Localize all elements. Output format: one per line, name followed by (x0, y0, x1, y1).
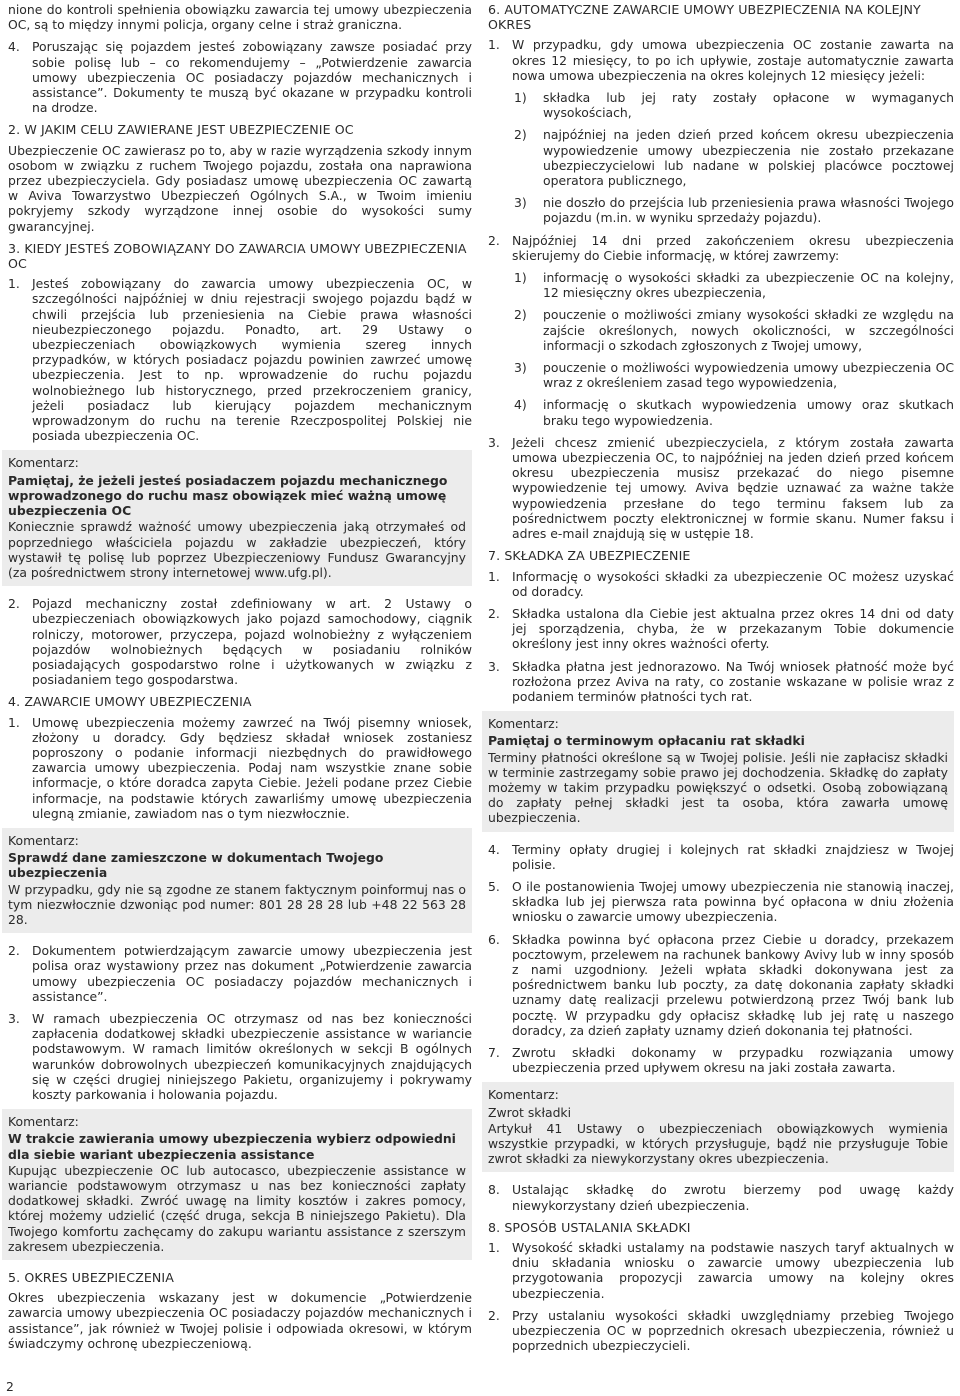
comment-title: Komentarz: (488, 1087, 559, 1103)
list-item (8, 715, 472, 821)
item-number: 2. (8, 596, 20, 612)
left-column (8, 2, 472, 1358)
item-text: Składka płatna jest jednorazowo. Na Twój wniosek płatność może być rozłożona przez Aviva na raty, co zostanie wskazane w polisie wraz z podaniem terminów płatności tych rat. (512, 658, 954, 704)
list-item (488, 842, 954, 872)
comment-box (2, 828, 472, 933)
section-heading-7: 7. SKŁADKA ZA UBEZPIECZENIE (488, 548, 691, 564)
list-item (488, 606, 954, 652)
section-heading-4: 4. ZAWARCIE UMOWY UBEZPIECZENIA (8, 694, 252, 710)
right-column (488, 2, 954, 1360)
comment-title: Komentarz: (488, 716, 559, 732)
sub-list-item (488, 90, 954, 120)
list-item (488, 1308, 954, 1354)
list-item (8, 1011, 472, 1102)
item-text: Najpóźniej 14 dni przed zakończeniem okresu ubezpieczenia skierujemy do Ciebie informację, w której zawrzemy: (512, 232, 954, 263)
sub-list-item (488, 270, 954, 300)
section-heading-5: 5. OKRES UBEZPIECZENIA (8, 1270, 174, 1286)
comment-body: W przypadku, gdy nie są zgodne ze stanem faktycznym poinformuj nas o tym niezwłocznie dzwoniąc pod numer: 801 28 28 28 lub +48 22 563 28 28. (8, 881, 466, 927)
section-paragraph: Okres ubezpieczenia wskazany jest w dokumencie „Potwierdzenie zawarcia umowy ubezpieczenia OC posiadaczy pojazdów mechanicznych i assistance”, jak również w Twojej polisie i odpowiada okresowi, w którym świadczymy ochronę ubezpieczeniową. (8, 1290, 472, 1351)
list-item (488, 1182, 954, 1212)
item-text: pouczenie o możliwości zmiany wysokości składki ze względu na zajście określonych, nowych okoliczności, w szczególności informacji o szkodach zgłoszonych z Twojej umowy, (543, 307, 954, 353)
item-number: 8. (488, 1182, 500, 1198)
item-text: Jeżeli chcesz zmienić ubezpieczyciela, z którym została zawarta umowa ubezpieczenia OC, to najpóźniej na jeden dzień przed końcem okresu ubezpieczenia musisz przekazać do niego pisemne wypowiedzenie tej umowy. Aviva będzie uznawać za ważne także wypowiedzenia przesłane do tego terminu faksem lub za pośrednictwem poczty elektronicznej w formie skanu. Numer faksu i adres e-mail znajdują się w ustępie 18. (512, 434, 954, 542)
list-item (8, 943, 472, 1004)
item-text: Informację o wysokości składki za ubezpieczenie OC możesz uzyskać od doradcy. (512, 568, 954, 599)
comment-box (2, 1109, 472, 1260)
item-number: 1. (488, 1240, 500, 1256)
item-text: Umowę ubezpieczenia możemy zawrzeć na Twój pisemny wniosek, złożony u doradcy. Gdy będziesz składał wniosek zostaniesz poproszony o podanie informacji niezbędnych do prawidłowego zawarcia umowy ubezpieczenia. Podaj nam wszystkie znane sobie informacje, o które doradca zapyta Ciebie. Jeżeli podane przez Ciebie informacje, na podstawie których zawarliśmy umowę ubezpieczenia ulegną zmianie, zawiadom nas o tym niezwłocznie. (32, 714, 472, 821)
item-number: 2) (514, 127, 527, 143)
list-item (488, 932, 954, 1038)
item-text: nie doszło do przejścia lub przeniesienia prawa własności Twojego pojazdu (m.in. w wyniku sprzedaży pojazdu). (543, 195, 954, 226)
list-item (488, 1240, 954, 1301)
sub-list-item (488, 195, 954, 225)
item-number: 1. (488, 37, 500, 53)
comment-body: Artykuł 41 Ustawy o ubezpieczeniach obowiązkowych wymienia wszystkie przypadki, w których przysługuje, bądź nie przysługuje Tobie zwrot składki za niewykorzystany okres ubezpieczenia. (488, 1120, 948, 1167)
page-number: 2 (6, 1379, 14, 1394)
item-number: 2) (514, 307, 527, 323)
sub-list-item (488, 127, 954, 188)
list-item (488, 435, 954, 541)
item-text: Jesteś zobowiązany do zawarcia umowy ubezpieczenia OC, w szczególności najpóźniej w dniu rejestracji swojego pojazdu bądź w chwili przejścia lub przeniesienia na Ciebie prawa własności nieubezpieczonego pojazdu. Ponadto, art. 29 Ustawy o ubezpieczeniach obowiązkowych wymienia szereg innych przypadków, w których posiadacz pojazdu powinien zawrzeć umowę ubezpieczenia. Jest to np. wprowadzenie do ruchu pojazdu wolnobieżnego lub historycznego, przed przekroczeniem granicy, jeżeli posiadacz lub kierujący pojazdem mechanicznym wprowadzonym do ruchu na terenie Rzeczpospolitej Polskiej nie posiada ubezpieczenia OC. (32, 276, 472, 444)
comment-headline: Pamiętaj o terminowym opłacaniu rat składki (488, 733, 805, 749)
item-number: 7. (488, 1044, 500, 1060)
sub-list-item (488, 307, 954, 353)
comment-title: Komentarz: (8, 455, 79, 471)
section-heading-6: 6. AUTOMATYCZNE ZAWARCIE UMOWY UBEZPIECZENIA NA KOLEJNY OKRES (488, 2, 921, 33)
item-number: 2. (488, 605, 500, 621)
list-item (488, 233, 954, 263)
sub-list-item (488, 397, 954, 427)
sub-list-item (488, 360, 954, 390)
item-text: Pojazd mechaniczny został zdefiniowany w art. 2 Ustawy o ubezpieczeniach obowiązkowych jako pojazd samochodowy, ciągnik rolniczy, motorower, przyczepa, pojazd wolnobieżny z wyłączeniem pojazdów wolnobieżnych będących w posiadaniu rolników posiadających gospodarstwo rolne i użytkowanych w związku z posiadaniem tego gospodarstwa. (32, 596, 472, 688)
section-heading-3: 3. KIEDY JESTEŚ ZOBOWIĄZANY DO ZAWARCIA UMOWY UBEZPIECZENIA OC (8, 240, 467, 272)
comment-box (482, 711, 954, 831)
item-number: 2. (8, 943, 20, 959)
section-heading-2: 2. W JAKIM CELU ZAWIERANE JEST UBEZPIECZENIE OC (8, 122, 354, 138)
comment-body: Terminy płatności określone są w Twojej polisie. Jeśli nie zapłacisz składki w terminie zastrzegamy sobie prawo jej dochodzenia. Składkę do zapłaty możemy w takim przypadku powiększyć o odsetki. Osobą zobowiązaną do zapłaty pełnej składki jest ta osoba, która zawarła umowę ubezpieczenia. (488, 749, 948, 826)
item-text: Wysokość składki ustalamy na podstawie naszych taryf aktualnych w dniu składania wniosku o zawarcie umowy ubezpieczenia lub przygotowania propozycji zawarcia umowy na kolejny okres ubezpieczenia. (512, 1240, 954, 1301)
item-text: Terminy opłaty drugiej i kolejnych rat składki znajdziesz w Twojej polisie. (512, 841, 954, 872)
item-number: 1) (514, 90, 527, 106)
item-text: Składka ustalona dla Ciebie jest aktualna przez okres 14 dni od daty jej sporządzenia, chyba, że w przekazanym Tobie dokumencie określony jest inny okres ważności oferty. (512, 605, 954, 652)
comment-headline: Sprawdź dane zamieszczone w dokumentach Twojego ubezpieczenia (8, 850, 384, 881)
list-item (488, 879, 954, 925)
item-number: 1) (514, 270, 527, 286)
item-text: składka lub jej raty zostały opłacone w wymaganych wysokościach, (543, 90, 954, 121)
comment-headline: W trakcie zawierania umowy ubezpieczenia wybierz odpowiedni dla siebie wariant ubezpieczenia assistance (8, 1131, 456, 1162)
comment-box (2, 450, 472, 586)
section-heading-8: 8. SPOSÓB USTALANIA SKŁADKI (488, 1219, 691, 1235)
comment-headline: Pamiętaj, że jeżeli jesteś posiadaczem pojazdu mechanicznego wprowadzonego do ruchu masz obowiązek mieć ważną umowę ubezpieczenia OC (8, 472, 448, 519)
comment-box (482, 1082, 954, 1172)
item-number: 3) (514, 195, 527, 211)
item-text: Przy ustalaniu wysokości składki uwzględniamy przebieg Twojego ubezpieczenia OC w poprzednich okresach ubezpieczenia, również u poprzednich ubezpieczycieli. (512, 1307, 954, 1354)
item-text: W przypadku, gdy umowa ubezpieczenia OC zostanie zawarta na okres 12 miesięcy, to po ich upływie, zostaje automatycznie zawarta nowa umowa ubezpieczenia na okres kolejnych 12 miesięcy jeżeli: (512, 37, 954, 83)
item-text: W ramach ubezpieczenia OC otrzymasz od nas bez konieczności zapłacenia dodatkowej składki ubezpieczenie assistance w wariancie podstawowym. W ramach limitów określonych w sekcji B ogólnych warunków dobrowolnych ubezpieczeń komunikacyjnych znajdujących się w części drugiej niniejszego Pakietu, organizujemy i pokrywamy koszty parkowania i holowania pojazdu. (32, 1010, 472, 1102)
item-number: 4. (8, 39, 20, 55)
item-number: 2. (488, 232, 500, 248)
comment-title: Komentarz: (8, 832, 79, 848)
item-number: 1. (488, 568, 500, 584)
item-text: informację o skutkach wypowiedzenia umowy oraz skutkach braku tego wypowiedzenia. (543, 397, 954, 428)
continued-paragraph: nione do kontroli spełnienia obowiązku zawarcia tej umowy ubezpieczenia OC, są to między innymi policja, organy celne i straż graniczna. (8, 2, 472, 33)
item-number: 4) (514, 397, 527, 413)
comment-title: Komentarz: (8, 1114, 79, 1130)
item-number: 2. (488, 1307, 500, 1323)
item-text: Poruszając się pojazdem jesteś zobowiązany zawsze posiadać przy sobie polisę lub – co rekomendujemy – „Potwierdzenie zawarcia umowy ubezpieczenia OC posiadaczy pojazdów mechanicznych i assistance”. Dokumenty te muszą być okazane w przypadku kontroli na drodze. (32, 39, 472, 116)
item-text: Zwrotu składki dokonamy w przypadku rozwiązania umowy ubezpieczenia przed upływem okresu na jaki została zawarta. (512, 1044, 954, 1076)
item-number: 6. (488, 931, 500, 947)
list-item (488, 37, 954, 83)
list-item (488, 659, 954, 705)
item-number: 4. (488, 841, 500, 857)
item-text: Składka powinna być opłacona przez Ciebie u doradcy, przekazem pocztowym, przelewem na rachunek bankowy Avivy lub w inny sposób z nami uzgodniony. Jeżeli wpłata składki dokonywana jest za pośrednictwem banku lub poczty, za datę dokonania zapłaty składki uznamy datę realizacji przelewu potwierdzoną przez Twój bank lub pocztę. W przypadku gdy opłacisz składkę lub jej ratę u naszego doradcy, za dzień zapłaty uznamy dzień dokonania tej płatności. (512, 931, 954, 1038)
list-item (8, 276, 472, 443)
item-text: najpóźniej na jeden dzień przed końcem okresu ubezpieczenia wypowiedzenie umowy ubezpieczenia nie zostało przekazane ubezpieczycielowi lub nadane w polskiej placówce pocztowej operatora publicznego, (543, 127, 954, 189)
item-number: 3) (514, 360, 527, 376)
comment-body: Koniecznie sprawdź ważność umowy ubezpieczenia jaką otrzymałeś od poprzedniego właściciela pojazdu w zakładzie ubezpieczeń, który wystawił tę polisę lub poprzez Ubezpieczeniowy Fundusz Gwarancyjny (za pośrednictwem strony internetowej www.ufg.pl). (8, 519, 466, 580)
list-item (488, 1045, 954, 1075)
item-number: 3. (488, 658, 500, 674)
item-number: 3. (488, 434, 500, 450)
comment-body: Kupując ubezpieczenie OC lub autocasco, ubezpieczenie assistance w wariancie podstawowym otrzymasz u nas bez konieczności zapłaty dodatkowej składki. Zwróć uwagę na limity kosztów i zakres pomocy, której możemy udzielić (część druga, sekcja B niniejszego Pakietu). Dla Twojego komfortu zachęcamy do zakupu wariantu assistance z szerszym zakresem ubezpieczenia. (8, 1162, 466, 1254)
item-number: 3. (8, 1010, 20, 1026)
comment-headline: Zwrot składki (488, 1104, 572, 1120)
item-number: 1. (8, 714, 20, 730)
item-number: 5. (488, 878, 500, 894)
item-text: informację o wysokości składki za ubezpieczenie OC na kolejny, 12 miesięczny okres ubezpieczenia, (543, 270, 954, 301)
item-text: pouczenie o możliwości wypowiedzenia umowy ubezpieczenia OC wraz z określeniem zasad tego wypowiedzenia, (543, 360, 954, 391)
item-text: O ile postanowienia Twojej umowy ubezpieczenia nie stanowią inaczej, składka lub jej pierwsza rata powinna być opłacona w dniu złożenia wniosku o zawarcie umowy ubezpieczenia. (512, 878, 954, 925)
list-item (488, 569, 954, 599)
list-item (8, 39, 472, 115)
item-text: Dokumentem potwierdzającym zawarcie umowy ubezpieczenia jest polisa oraz wystawiony przez nas dokument „Potwierdzenie zawarcia umowy ubezpieczenia OC posiadaczy pojazdów mechanicznych i assistance”. (32, 943, 472, 1004)
list-item (8, 596, 472, 687)
item-text: Ustalając składkę do zwrotu bierzemy pod uwagę każdy niewykorzystany dzień ubezpieczenia. (512, 1182, 954, 1213)
section-paragraph: Ubezpieczenie OC zawierasz po to, aby w razie wyrządzenia szkody innym osobom w związku z ruchem Twojego pojazdu, została ona naprawiona przez ubezpieczyciela. Gdy posiadasz umowę ubezpieczenia OC zawartą w Aviva Towarzystwo Ubezpieczeń Ogólnych S.A., w Twoim imieniu pokryjemy szkody wyrządzone innej osobie do wysokości sumy gwarancyjnej. (8, 142, 472, 234)
item-number: 1. (8, 276, 20, 292)
